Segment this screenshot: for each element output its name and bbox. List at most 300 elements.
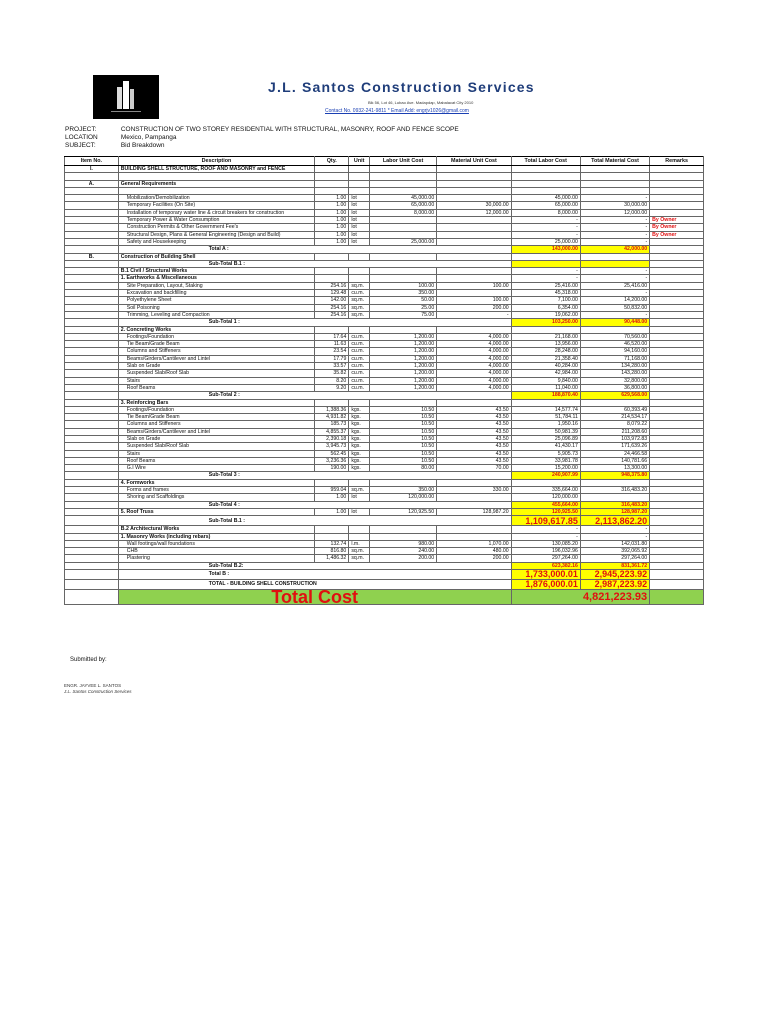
labor-unit-cost-cell (370, 187, 437, 194)
total-labor-cost-cell (511, 173, 580, 180)
remarks-cell (650, 326, 704, 333)
unit-cell: sq.m. (349, 282, 370, 289)
item-no-cell (65, 377, 119, 384)
item-no-cell (65, 472, 119, 479)
item-no-cell (65, 319, 119, 326)
material-unit-cost-cell (437, 533, 511, 540)
labor-unit-cost-cell: 1,200.00 (370, 363, 437, 370)
material-unit-cost-cell: 4,000.00 (437, 341, 511, 348)
labor-unit-cost-cell: 350.00 (370, 487, 437, 494)
subtotal-labor-cell: 623,382.16 (511, 562, 580, 569)
item-no-cell (65, 526, 119, 533)
unit-cell: sq.m. (349, 487, 370, 494)
material-unit-cost-cell: 43.50 (437, 457, 511, 464)
table-row (65, 282, 704, 289)
subtotal-label-cell: Sub-Total 3 : (118, 472, 511, 479)
subtotal-labor-cell: 103,250.00 (511, 319, 580, 326)
item-no-cell (65, 209, 119, 216)
description-cell: Site Preparation, Layout, Staking (118, 282, 314, 289)
labor-unit-cost-cell (370, 180, 437, 187)
remarks-cell (650, 253, 704, 260)
unit-cell (349, 180, 370, 187)
subtotal-row (65, 260, 704, 267)
total-labor-cost-cell: 40,284.00 (511, 363, 580, 370)
qty-cell: 23.54 (315, 348, 349, 355)
unit-cell: sq.m. (349, 555, 370, 562)
qty-cell: 1.00 (315, 224, 349, 231)
labor-unit-cost-cell (370, 326, 437, 333)
subtotal-label-cell: Sub-Total B.1 : (118, 260, 511, 267)
total-labor-cost-cell: - (511, 224, 580, 231)
qty-cell: 33.57 (315, 363, 349, 370)
labor-unit-cost-cell: 10.50 (370, 406, 437, 413)
table-row (65, 443, 704, 450)
engineer-name: ENGR. JAYVEE L. SANTOS (64, 683, 122, 688)
total-labor-cost-cell (511, 479, 580, 486)
remarks-cell (650, 304, 704, 311)
item-no-cell (65, 341, 119, 348)
qty-cell: 1.00 (315, 217, 349, 224)
description-cell: Construction of Building Shell (118, 253, 314, 260)
item-no-cell (65, 246, 119, 253)
qty-cell: 17.79 (315, 355, 349, 362)
item-no-cell (65, 384, 119, 391)
total-labor-cost-cell: 120,925.50 (511, 508, 580, 515)
table-row (65, 341, 704, 348)
remarks-cell (650, 457, 704, 464)
material-unit-cost-cell: 4,000.00 (437, 333, 511, 340)
item-no-cell (65, 173, 119, 180)
description-cell: Soil Poisoning (118, 304, 314, 311)
unit-cell: kgs. (349, 435, 370, 442)
unit-cell (349, 275, 370, 282)
unit-cell (349, 187, 370, 194)
description-cell: CHB (118, 548, 314, 555)
unit-cell (349, 479, 370, 486)
table-row (65, 202, 704, 209)
total-labor-cost-cell: 14,577.74 (511, 406, 580, 413)
subtotal-label-cell: Sub-Total 4 : (118, 501, 511, 508)
description-cell: 2. Concreting Works (118, 326, 314, 333)
remarks-cell (650, 246, 704, 253)
remarks-cell (650, 377, 704, 384)
total-material-cost-cell: 12,000.00 (580, 209, 649, 216)
unit-cell: kgs. (349, 457, 370, 464)
remarks-cell (650, 443, 704, 450)
total-labor-cost-cell: 8,000.00 (511, 209, 580, 216)
total-labor-cost-cell: 45,000.00 (511, 195, 580, 202)
table-row (65, 187, 704, 194)
description-cell: Stairs (118, 450, 314, 457)
subtotal-row (65, 580, 704, 590)
subtotal-labor-cell (511, 260, 580, 267)
material-unit-cost-cell: 4,000.00 (437, 377, 511, 384)
total-material-cost-cell: 32,800.00 (580, 377, 649, 384)
qty-cell: 132.74 (315, 540, 349, 547)
item-no-cell (65, 508, 119, 515)
labor-unit-cost-cell: 1,200.00 (370, 341, 437, 348)
qty-cell: 1.00 (315, 202, 349, 209)
unit-cell: kgs. (349, 443, 370, 450)
material-unit-cost-cell (437, 494, 511, 501)
subtotal-label-cell: Sub-Total B.1 : (118, 516, 511, 526)
total-labor-cost-cell: - (511, 217, 580, 224)
item-no-cell (65, 540, 119, 547)
total-labor-cost-cell: 120,000.00 (511, 494, 580, 501)
total-material-cost-cell: 297,264.00 (580, 555, 649, 562)
description-cell: Installation of temporary water line & circuit breakers for construction (118, 209, 314, 216)
subtotal-labor-cell: 143,000.00 (511, 246, 580, 253)
item-no-cell (65, 392, 119, 399)
table-row (65, 428, 704, 435)
material-unit-cost-cell (437, 399, 511, 406)
remarks-cell (650, 202, 704, 209)
subtotal-material-cell: 316,483.20 (580, 501, 649, 508)
description-cell: 1. Earthworks & Miscellaneous (118, 275, 314, 282)
total-material-cost-cell: 8,079.22 (580, 421, 649, 428)
description-cell: General Requirements (118, 180, 314, 187)
total-material-cost-cell: 14,200.00 (580, 297, 649, 304)
unit-cell: cu.m. (349, 290, 370, 297)
labor-unit-cost-cell: 100.00 (370, 282, 437, 289)
item-no-cell (65, 202, 119, 209)
col-total-labor-cost: Total Labor Cost (511, 157, 580, 166)
subtotal-material-cell (580, 260, 649, 267)
total-material-cost-cell: 143,280.00 (580, 370, 649, 377)
remarks-cell (650, 333, 704, 340)
item-no-cell (65, 290, 119, 297)
subtotal-label-cell: Sub-Total B.2: (118, 562, 511, 569)
description-cell: Slab on Grade (118, 435, 314, 442)
qty-cell: 9.20 (315, 384, 349, 391)
table-row (65, 311, 704, 318)
unit-cell: cu.m. (349, 370, 370, 377)
total-material-cost-cell: 60,393.49 (580, 406, 649, 413)
remarks-cell (650, 435, 704, 442)
labor-unit-cost-cell: 25,000.00 (370, 238, 437, 245)
bid-breakdown-table (64, 156, 704, 605)
col-item-no: Item No. (65, 157, 119, 166)
total-labor-cost-cell: 42,984.00 (511, 370, 580, 377)
item-no-cell (65, 414, 119, 421)
total-material-cost-cell: - (580, 533, 649, 540)
total-material-cost-cell: 25,416.00 (580, 282, 649, 289)
description-cell: Forms and frames (118, 487, 314, 494)
table-row (65, 465, 704, 472)
description-cell: Temporary Power & Water Consumption (118, 217, 314, 224)
col-material-unit-cost: Material Unit Cost (437, 157, 511, 166)
total-labor-cost-cell (511, 326, 580, 333)
total-material-cost-cell: - (580, 231, 649, 238)
remarks-cell (650, 260, 704, 267)
total-labor-cost-cell (511, 180, 580, 187)
description-cell: Footings/Foundation (118, 333, 314, 340)
item-no-cell: A. (65, 180, 119, 187)
table-row (65, 457, 704, 464)
description-cell: Wall footings/wall foundations (118, 540, 314, 547)
remarks-cell (650, 414, 704, 421)
total-labor-cost-cell: 297,264.00 (511, 555, 580, 562)
description-cell: Structural Design, Plans & General Engineering (Design and Build) (118, 231, 314, 238)
material-unit-cost-cell (437, 217, 511, 224)
remarks-cell (650, 399, 704, 406)
table-body (65, 166, 704, 590)
subtotal-label-cell: Total A : (118, 246, 511, 253)
item-no-cell (65, 187, 119, 194)
material-unit-cost-cell: 200.00 (437, 304, 511, 311)
material-unit-cost-cell (437, 290, 511, 297)
subtotal-row (65, 516, 704, 526)
material-unit-cost-cell: 12,000.00 (437, 209, 511, 216)
item-no-cell (65, 311, 119, 318)
table-row (65, 421, 704, 428)
total-material-cost-cell: 128,987.20 (580, 508, 649, 515)
item-no-cell (65, 516, 119, 526)
table-row (65, 304, 704, 311)
remarks-cell (650, 384, 704, 391)
labor-unit-cost-cell: 1,200.00 (370, 377, 437, 384)
material-unit-cost-cell (437, 195, 511, 202)
description-cell: 5. Roof Truss (118, 508, 314, 515)
total-labor-cost-cell: 51,784.11 (511, 414, 580, 421)
total-labor-cost-cell: 25,000.00 (511, 238, 580, 245)
table-row (65, 209, 704, 216)
total-labor-cost-cell: 25,416.00 (511, 282, 580, 289)
material-unit-cost-cell: 70.00 (437, 465, 511, 472)
material-unit-cost-cell: 4,000.00 (437, 370, 511, 377)
total-material-cost-cell: - (580, 224, 649, 231)
total-labor-cost-cell: - (511, 526, 580, 533)
total-material-cost-cell: 142,031.80 (580, 540, 649, 547)
unit-cell: cu.m. (349, 363, 370, 370)
item-no-cell (65, 282, 119, 289)
remarks-cell (650, 341, 704, 348)
labor-unit-cost-cell (370, 231, 437, 238)
item-no-cell (65, 570, 119, 580)
total-labor-cost-cell: 28,248.00 (511, 348, 580, 355)
labor-unit-cost-cell (370, 173, 437, 180)
material-unit-cost-cell: 43.50 (437, 450, 511, 457)
labor-unit-cost-cell: 10.50 (370, 421, 437, 428)
total-labor-cost-cell: - (511, 268, 580, 275)
remarks-cell (650, 479, 704, 486)
subject-line (65, 142, 165, 149)
material-unit-cost-cell: 200.00 (437, 555, 511, 562)
qty-cell: 4,931.82 (315, 414, 349, 421)
qty-cell: 129.48 (315, 290, 349, 297)
unit-cell: cu.m. (349, 348, 370, 355)
material-unit-cost-cell: 330.00 (437, 487, 511, 494)
subtotal-material-cell: 90,448.00 (580, 319, 649, 326)
remarks-cell (650, 238, 704, 245)
subtotal-row (65, 570, 704, 580)
table-row (65, 370, 704, 377)
remarks-cell (650, 406, 704, 413)
labor-unit-cost-cell (370, 399, 437, 406)
remarks-cell (650, 465, 704, 472)
material-unit-cost-cell (437, 253, 511, 260)
qty-cell: 254.16 (315, 304, 349, 311)
qty-cell: 1.00 (315, 238, 349, 245)
description-cell (118, 173, 314, 180)
engineer-company: J.L. Santos Construction Services (64, 689, 132, 694)
item-no-cell (65, 355, 119, 362)
table-row (65, 508, 704, 515)
total-material-cost-cell: 50,832.00 (580, 304, 649, 311)
table-row (65, 540, 704, 547)
description-cell: Stairs (118, 377, 314, 384)
description-cell: Tie Beam/Grade Beam (118, 341, 314, 348)
location-value: Mexico, Pampanga (120, 134, 177, 141)
labor-unit-cost-cell: 80.00 (370, 465, 437, 472)
remarks-cell (650, 508, 704, 515)
qty-cell: 1.00 (315, 231, 349, 238)
total-labor-cost-cell (511, 166, 580, 173)
material-unit-cost-cell (437, 238, 511, 245)
unit-cell (349, 166, 370, 173)
material-unit-cost-cell (437, 526, 511, 533)
item-no-cell (65, 238, 119, 245)
total-material-cost-cell (580, 166, 649, 173)
labor-unit-cost-cell (370, 253, 437, 260)
material-unit-cost-cell (437, 275, 511, 282)
labor-unit-cost-cell: 1,200.00 (370, 355, 437, 362)
subtotal-material-cell: 2,945,223.92 (580, 570, 649, 580)
subject-value: Bid Breakdown (120, 142, 165, 149)
item-no-cell (65, 370, 119, 377)
material-unit-cost-cell: 4,000.00 (437, 384, 511, 391)
total-labor-cost-cell: 9,840.00 (511, 377, 580, 384)
labor-unit-cost-cell: 200.00 (370, 555, 437, 562)
unit-cell (349, 253, 370, 260)
item-no-cell (65, 450, 119, 457)
remarks-cell (650, 370, 704, 377)
subtotal-labor-cell: 1,876,000.01 (511, 580, 580, 590)
company-contact[interactable]: Contact No. 0932-241-9811 * Email Add: engrjv1026@gmail.com (325, 108, 469, 114)
unit-cell: kgs. (349, 450, 370, 457)
remarks-cell (650, 548, 704, 555)
subtotal-row (65, 562, 704, 569)
remarks-cell (650, 209, 704, 216)
labor-unit-cost-cell: 120,925.50 (370, 508, 437, 515)
item-no-cell (65, 224, 119, 231)
item-no-cell (65, 533, 119, 540)
description-cell: 4. Formworks (118, 479, 314, 486)
unit-cell (349, 526, 370, 533)
material-unit-cost-cell: 4,000.00 (437, 363, 511, 370)
unit-cell (349, 326, 370, 333)
item-no-cell (65, 260, 119, 267)
material-unit-cost-cell (437, 326, 511, 333)
total-labor-cost-cell: 6,354.00 (511, 304, 580, 311)
unit-cell: cu.m. (349, 377, 370, 384)
unit-cell: lot (349, 195, 370, 202)
project-value: CONSTRUCTION OF TWO STOREY RESIDENTIAL WITH STRUCTURAL, MASONRY, ROOF AND FENCE SCOPE (120, 126, 459, 133)
labor-unit-cost-cell: 50.00 (370, 297, 437, 304)
remarks-cell (650, 580, 704, 590)
total-labor-cost-cell: 13,956.00 (511, 341, 580, 348)
table-row (65, 363, 704, 370)
description-cell: B.2 Architectural Works (118, 526, 314, 533)
material-unit-cost-cell (437, 166, 511, 173)
remarks-cell (650, 297, 704, 304)
description-cell: G.I Wire (118, 465, 314, 472)
item-no-cell (65, 479, 119, 486)
total-cost-label: Total Cost (118, 590, 511, 605)
qty-cell: 562.45 (315, 450, 349, 457)
total-material-cost-cell: 171,639.26 (580, 443, 649, 450)
subtotal-material-cell: 42,000.00 (580, 246, 649, 253)
qty-cell: 1.00 (315, 508, 349, 515)
material-unit-cost-cell (437, 268, 511, 275)
remarks-cell (650, 526, 704, 533)
material-unit-cost-cell: - (437, 311, 511, 318)
project-label: PROJECT: (65, 126, 97, 133)
subtotal-label-cell: TOTAL - BUILDING SHELL CONSTRUCTION (118, 580, 511, 590)
qty-cell: 2,390.18 (315, 435, 349, 442)
labor-unit-cost-cell: 25.00 (370, 304, 437, 311)
labor-unit-cost-cell (370, 533, 437, 540)
table-row (65, 297, 704, 304)
total-labor-cost-cell: 19,062.00 (511, 311, 580, 318)
description-cell: Beams/Girders/Cantilever and Lintel (118, 428, 314, 435)
remarks-cell (650, 195, 704, 202)
remarks-cell (650, 363, 704, 370)
total-labor-cost-cell: 11,040.00 (511, 384, 580, 391)
table-row (65, 224, 704, 231)
unit-cell: kgs. (349, 421, 370, 428)
remarks-cell (650, 311, 704, 318)
material-unit-cost-cell (437, 231, 511, 238)
table-row (65, 450, 704, 457)
labor-unit-cost-cell: 1,200.00 (370, 333, 437, 340)
remarks-cell (650, 501, 704, 508)
qty-cell: 1,388.36 (315, 406, 349, 413)
description-cell: Polyethylene Sheet (118, 297, 314, 304)
unit-cell: cu.m. (349, 333, 370, 340)
subtotal-labor-cell: 1,733,000.01 (511, 570, 580, 580)
total-labor-cost-cell: 50,981.39 (511, 428, 580, 435)
total-material-cost-cell: 24,466.58 (580, 450, 649, 457)
qty-cell: 11.63 (315, 341, 349, 348)
project-line (65, 126, 459, 133)
table-row (65, 384, 704, 391)
unit-cell: kgs. (349, 414, 370, 421)
labor-unit-cost-cell: 350.00 (370, 290, 437, 297)
total-material-cost-cell: - (580, 217, 649, 224)
total-material-cost-cell (580, 187, 649, 194)
material-unit-cost-cell (437, 479, 511, 486)
labor-unit-cost-cell: 120,000.00 (370, 494, 437, 501)
total-material-cost-cell (580, 479, 649, 486)
company-name: J.L. Santos Construction Services (268, 79, 535, 95)
description-cell: Construction Permits & Other Government Fee's (118, 224, 314, 231)
labor-unit-cost-cell (370, 275, 437, 282)
total-labor-cost-cell: 45,318.00 (511, 290, 580, 297)
total-material-cost-cell: - (580, 290, 649, 297)
item-no-cell (65, 487, 119, 494)
qty-cell: 1.00 (315, 209, 349, 216)
description-cell: Suspended Slab/Roof Slab (118, 370, 314, 377)
material-unit-cost-cell (437, 224, 511, 231)
total-labor-cost-cell: 25,096.89 (511, 435, 580, 442)
total-material-cost-cell: 46,520.00 (580, 341, 649, 348)
item-no-cell (65, 501, 119, 508)
material-unit-cost-cell: 43.50 (437, 435, 511, 442)
description-cell (118, 187, 314, 194)
item-no-cell (65, 548, 119, 555)
description-cell: Slab on Grade (118, 363, 314, 370)
